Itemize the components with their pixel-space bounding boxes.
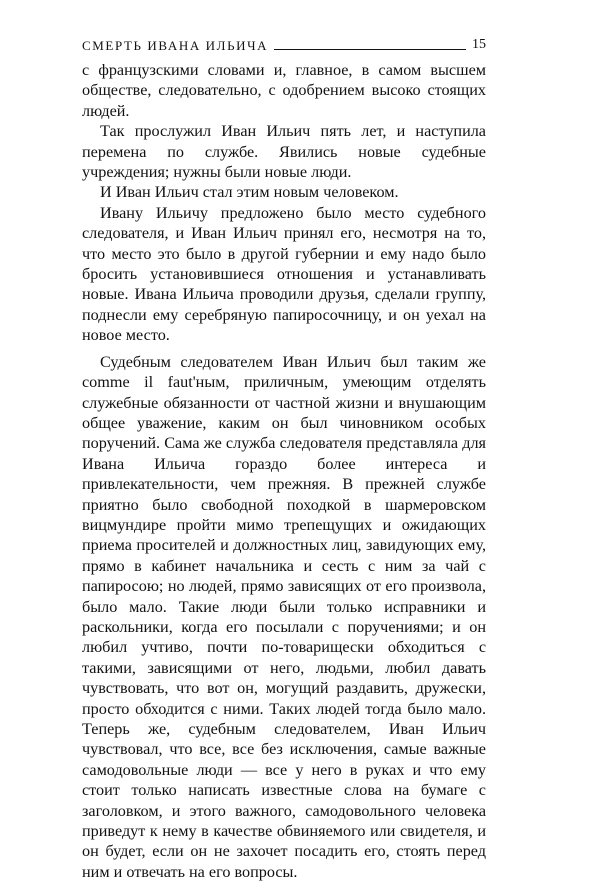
paragraph-5: Судебным следователем Иван Ильич был таким же comme il faut'ным, приличным, умеющим отделять служебные обязанности от частной жизни и внушающим общее уважение, каким он был чиновником особых поручений. Сама же служба следователя представляла для Ивана Ильича гораздо более интереса и привлекательности, чем прежняя. В прежней службе приятно было свободной походкой в шармеровском вицмундире пройти мимо трепещущих и ожидающих приема просителей и должностных лиц, завидующих ему, прямо в кабинет начальника и сесть с ним за чай с папиросою; но людей, прямо зависящих от его произвола, было мало. Такие люди были только исправники и раскольники, когда его посылали с поручениями; и он любил учтиво, почти по-товарищески обходиться с такими, зависящими от него, людьми, любил давать чувствовать, что вот он, могущий раздавить, дружески, просто обходится с ними. Таких людей тогда было мало. Теперь же, судебным следователем, Иван Ильич чувствовал, что все, все без исключения, самые важные самодовольные люди — все у него в руках и что ему стоит только написать известные слова на бумаге с заголовком, и этого важного, самодовольного человека приведут к нему в качестве обвиняемого или свидетеля, и он будет, если он не захочет посадить его, стоять перед ним и отвечать на его вопросы. bbox=[82, 352, 486, 881]
running-title: СМЕРТЬ ИВАНА ИЛЬИЧА bbox=[82, 38, 269, 53]
book-page bbox=[82, 30, 486, 882]
header-rule bbox=[274, 49, 466, 50]
page-header bbox=[82, 30, 486, 52]
paragraph-4: Ивану Ильичу предложено было место судебного следователя, и Иван Ильич принял его, несмотря на то, что место это было в другой губернии и ему надо было бросить установившиеся отношения и устанавливать новые. Ивана Ильича проводили друзья, сделали группу, поднесли ему серебряную папиросочницу, и он уехал на новое место. bbox=[82, 203, 486, 345]
paragraph-3: И Иван Ильич стал этим новым человеком. bbox=[100, 183, 399, 202]
body-text bbox=[82, 60, 486, 882]
paragraph-1: с французскими словами и, главное, в самом высшем обществе, следовательно, с одобрением высоко стоящих людей. bbox=[82, 61, 486, 120]
paragraph-2: Так прослужил Иван Ильич пять лет, и наступила перемена по службе. Явились новые судебные учреждения; нужны были новые люди. bbox=[82, 122, 486, 182]
page-number: 15 bbox=[472, 37, 486, 52]
